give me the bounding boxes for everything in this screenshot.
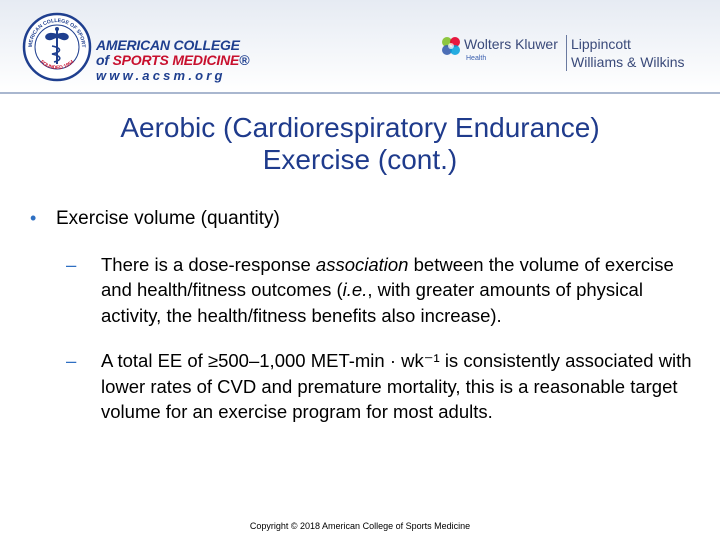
main-bullet-text: Exercise volume (quantity) [56,208,280,229]
seal-bottom-text: FOUNDED 1954 [38,59,76,72]
slide-body [30,206,700,425]
header-divider [0,92,720,94]
emphasis-association: association [315,253,409,275]
logo-divider [566,35,567,71]
slide-header [0,0,720,92]
wolters-kluwer-name: Wolters Kluwer [464,36,558,52]
acsm-sports-medicine: SPORTS MEDICINE [112,52,240,68]
slide-title-line1: Aerobic (Cardiorespiratory Endurance) [120,112,600,143]
slide-footer-copyright: Copyright © 2018 American College of Sports Medicine [249,521,471,531]
sub-bullet-dose-response: – There is a dose-response association between the volume of exercise and health/fitness outcomes (i.e., with greater amounts of physical activity, the health/fitness benefits also increase). [66,253,674,326]
lww-line2: Williams & Wilkins [571,54,685,70]
wolters-kluwer-division: Health [466,55,487,62]
lww-wordmark [571,35,685,71]
emphasis-ie: i.e. [342,279,368,300]
sub-bullet-list [30,252,700,425]
acsm-url: www.acsm.org [96,68,226,83]
dash-icon: – [66,350,77,371]
bullet-dot-icon: • [30,208,37,228]
main-bullet [30,206,700,232]
acsm-wordmark [96,38,249,84]
wolters-kluwer-mark-icon [440,35,462,57]
seal-top-text: MERICAN COLLEGE OF SPORT [27,17,87,48]
dash-icon: – [66,253,77,275]
acsm-name-line1: AMERICAN COLLEGE [96,37,240,53]
acsm-seal-logo [22,12,92,82]
sub-bullet-total-ee [30,348,700,425]
lww-line1: Lippincott [571,36,631,52]
slide-title-line2: Exercise (cont.) [262,144,458,175]
acsm-name-line2: of SPORTS MEDICINE® [96,52,250,68]
slide-title [30,112,690,176]
sub-bullet-total-ee-text: A total EE of ≥500–1,000 MET-min · wk⁻¹ is consistently associated with lower rates of CVD and premature mortality, this is a reasonable target volume for an exercise program for most adults. [101,350,692,422]
